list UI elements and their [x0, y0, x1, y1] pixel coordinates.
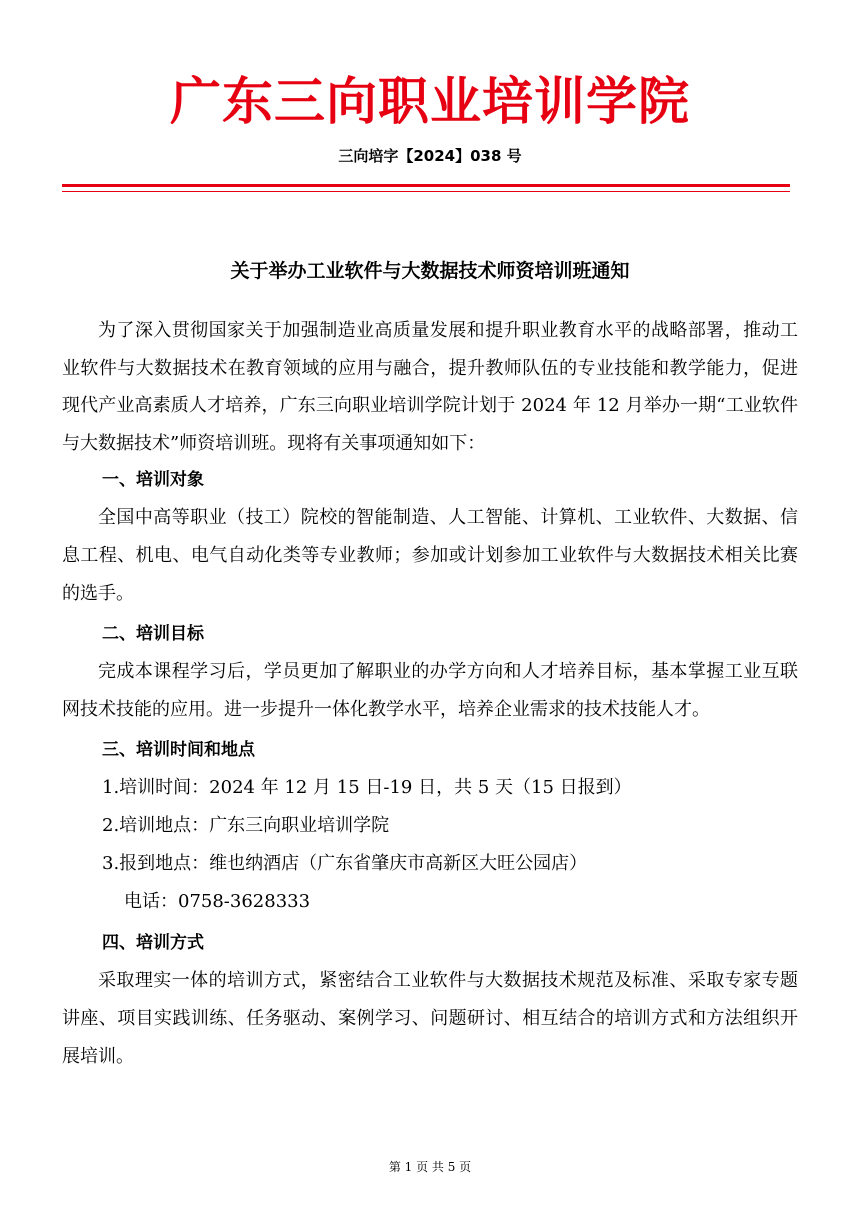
- header-divider-thick: [62, 184, 790, 187]
- document-body: [62, 312, 798, 1075]
- header-divider-thin: [62, 191, 790, 192]
- phone-number: 电话：0758-3628333: [124, 891, 311, 913]
- list-item: 2.培训地点：广东三向职业培训学院: [102, 815, 390, 837]
- section-body-goals: 完成本课程学习后，学员更加了解职业的办学方向和人才培养目标，基本掌握工业互联网技术技能的应用。进一步提升一体化教学水平，培养企业需求的技术技能人才。: [62, 661, 798, 720]
- list-item: 3.报到地点：维也纳酒店（广东省肇庆市高新区大旺公园店）: [102, 853, 588, 875]
- section-heading-trainees: 一、培训对象: [102, 470, 204, 491]
- section-heading-method: 四、培训方式: [102, 933, 204, 954]
- intro-paragraph: 为了深入贯彻国家关于加强制造业高质量发展和提升职业教育水平的战略部署，推动工业软件与大数据技术在教育领域的应用与融合，提升教师队伍的专业技能和教学能力，促进现代产业高素质人才培养，广东三向职业培训学院计划于 2024 年 12 月举办一期“工业软件与大数据技术”师资培训班。现将有关事项通知如下：: [62, 320, 798, 454]
- document-number: 三向培字【2024】038 号: [338, 147, 522, 165]
- section-body-method: 采取理实一体的培训方式，紧密结合工业软件与大数据技术规范及标准、采取专家专题讲座、项目实践训练、任务驱动、案例学习、问题研讨、相互结合的培训方式和方法组织开展培训。: [62, 970, 798, 1067]
- section-heading-time-place: 三、培训时间和地点: [102, 740, 255, 761]
- page-footer: 第 1 页 共 5 页: [388, 1160, 472, 1174]
- section-body-trainees: 全国中高等职业（技工）院校的智能制造、人工智能、计算机、工业软件、大数据、信息工程、机电、电气自动化类等专业教师；参加或计划参加工业软件与大数据技术相关比赛的选手。: [62, 507, 798, 604]
- organization-title: 广东三向职业培训学院: [169, 72, 690, 132]
- list-item: 1.培训时间：2024 年 12 月 15 日-19 日，共 5 天（15 日报到）: [102, 777, 632, 799]
- notice-title: 关于举办工业软件与大数据技术师资培训班通知: [230, 260, 630, 282]
- section-heading-goals: 二、培训目标: [102, 624, 204, 645]
